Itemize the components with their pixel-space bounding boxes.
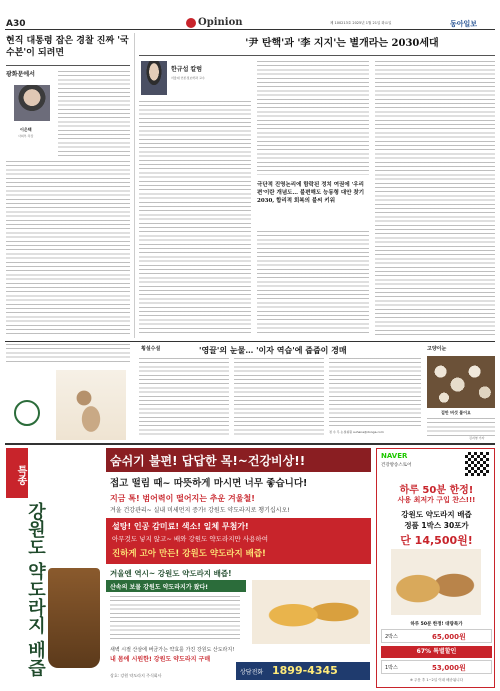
offer-price-1: 65,000원 bbox=[432, 633, 466, 641]
ad-line-2: 겨울 건강관리~ 실내 미세먼지 증가! 강원도 약도라지로 챙기십시오! bbox=[110, 507, 290, 514]
left-headline-rule bbox=[6, 65, 130, 66]
photo-caption-body bbox=[427, 418, 495, 436]
photo-caption: 겉만 버섯 붙어요 bbox=[441, 410, 471, 415]
left-body-text-continued bbox=[6, 344, 130, 364]
side-headline-2: 사용 최저가 구입 찬스!!! bbox=[397, 496, 476, 504]
column-tag-label: 횡설수설 bbox=[141, 346, 161, 352]
advertisement-main bbox=[6, 448, 371, 688]
left-body-text bbox=[6, 161, 130, 336]
ad-product-title: 강원도 약도라지 배즙 bbox=[25, 502, 46, 677]
mushroom-photo bbox=[427, 356, 495, 408]
ad-consult-label: 상담전화 bbox=[240, 669, 264, 676]
ad-product-photo bbox=[252, 580, 370, 644]
ad-banner-sub: 접고 떨림 때~ 따뜻하게 마시면 너무 좋습니다! bbox=[110, 478, 308, 489]
offer-qty-2: 1박스 bbox=[385, 665, 398, 671]
qr-code-icon[interactable] bbox=[465, 452, 489, 476]
offer-qty-1: 2박스 bbox=[385, 634, 398, 640]
section-rule bbox=[5, 341, 495, 342]
center-body-col-2 bbox=[257, 61, 369, 175]
side-footer: ※ 주문 후 1~2일 이내 배송됩니다 bbox=[409, 678, 464, 682]
left-body-text-top bbox=[58, 71, 130, 157]
ad-rule bbox=[5, 443, 495, 445]
bottom-left-body-3 bbox=[329, 358, 421, 428]
author-name: 이은택 bbox=[20, 127, 32, 132]
center-headline-rule bbox=[139, 55, 495, 56]
column-divider-1 bbox=[134, 33, 135, 338]
column-tag-label: 고양이눈 bbox=[427, 346, 447, 352]
offer-label-1: 하루 50분 한정! 대량특가 bbox=[410, 622, 463, 627]
byline: 정 수 무 논설위원 suhana@donga.com bbox=[329, 430, 384, 434]
ad-origin-title: 겨울엔 역시~ 강원도 약도라지 배즙! bbox=[110, 569, 232, 578]
ad-line-1: 지금 톡! 범어력이 떨어지는 추운 겨울철! bbox=[110, 494, 255, 503]
center-body-col-3 bbox=[375, 61, 495, 335]
issue-info: 제 100213호 2025년 1월 21일 화요일 bbox=[330, 21, 392, 25]
section-label: Opinion bbox=[198, 17, 243, 28]
ad-vertical-tag: 특종 bbox=[6, 448, 28, 498]
header-rule bbox=[5, 29, 495, 30]
offer-row-1[interactable] bbox=[381, 629, 492, 643]
center-body-col-1 bbox=[139, 101, 251, 335]
ad-banner-text: 숨쉬기 불편! 답답한 목!~건강비상!! bbox=[110, 454, 306, 468]
ad-company: 상호: 강원 약도라지 주식회사 bbox=[110, 673, 162, 678]
page-header bbox=[0, 0, 500, 30]
side-product: 강원도 약도라지 배즙 bbox=[401, 510, 472, 519]
ad-event-line-2: 내 몸에 시원한! 강원도 약도라지 구매 bbox=[110, 656, 211, 663]
center-subhead: 극단적 진영논리에 함락된 정치 여권에 '우리 편'이란 개념도… 불편해도 능동형 대안 찾기 2030, 합리적 회복의 불씨 키워 bbox=[257, 182, 365, 204]
ad-origin-sub: 산속의 보물 강원도 약도라지가 왔다! bbox=[110, 584, 209, 591]
side-headline-1: 하루 50분 한정! bbox=[399, 485, 474, 496]
bottom-left-headline: '영끌'의 눈물… '이자 역습'에 줍줍이 경매 bbox=[199, 345, 347, 355]
page-number: A30 bbox=[6, 19, 26, 29]
column-tag-label: 광화문에서 bbox=[6, 71, 35, 78]
center-article bbox=[139, 33, 495, 338]
section-logo-icon bbox=[186, 18, 196, 28]
side-product-photo bbox=[391, 549, 481, 615]
discount-badge: 67% 특별할인 bbox=[381, 646, 492, 658]
root-photo bbox=[56, 370, 126, 440]
ad-callout-a1: 아무것도 넣지 않고~ 배와 강원도 약도라지만 사용하여 bbox=[112, 535, 268, 543]
column-tag-label: 한규섭 칼럼 bbox=[171, 66, 203, 73]
product-image-left bbox=[6, 344, 130, 441]
bottom-left-article bbox=[139, 344, 421, 441]
ad-callout-q: 설탕! 인공 감미료! 색소! 일체 무첨가! bbox=[112, 522, 249, 531]
advertisement-side bbox=[376, 448, 495, 688]
author-photo bbox=[14, 85, 50, 121]
store-name: 건강방송스토어 bbox=[381, 463, 412, 468]
offer-row-2[interactable] bbox=[381, 660, 492, 674]
bottom-left-body-2 bbox=[234, 358, 324, 438]
ad-bottle-image bbox=[48, 568, 100, 668]
naver-logo: NAVER bbox=[381, 452, 408, 460]
left-column-article bbox=[6, 33, 130, 338]
columnist-photo bbox=[141, 61, 167, 95]
side-price: 단 14,500원! bbox=[400, 534, 473, 547]
side-pack: 정품 1박스 30포가 bbox=[404, 521, 469, 530]
left-headline: 현직 대통령 잡은 경찰 진짜 '국수본'이 되려면 bbox=[6, 36, 129, 58]
ad-origin-body bbox=[110, 596, 240, 642]
columnist-affiliation: 서울대 언론정보학과 교수 bbox=[171, 76, 205, 80]
ad-event-line-1: 새벽 시절 산삼에 버금가는 약효를 가진 강원도 산도라지! bbox=[110, 647, 235, 653]
center-body-col-2b bbox=[257, 231, 369, 335]
bottom-left-body-1 bbox=[139, 358, 229, 438]
paper-name: 동아일보 bbox=[450, 19, 478, 28]
photo-feature bbox=[427, 344, 495, 441]
ad-phone-number[interactable]: 1899-4345 bbox=[272, 664, 338, 677]
offer-price-2: 53,000원 bbox=[432, 664, 466, 672]
haccp-badge-icon bbox=[14, 400, 40, 426]
photo-credit: 김지영 기자 bbox=[469, 436, 485, 440]
ad-callout-a2: 진하게 고아 만든! 강원도 약도라지 배즙! bbox=[112, 549, 266, 559]
author-title: 사회부 차장 bbox=[18, 134, 34, 138]
center-headline: '尹 탄핵'과 '李 지지'는 별개라는 2030세대 bbox=[245, 38, 439, 49]
